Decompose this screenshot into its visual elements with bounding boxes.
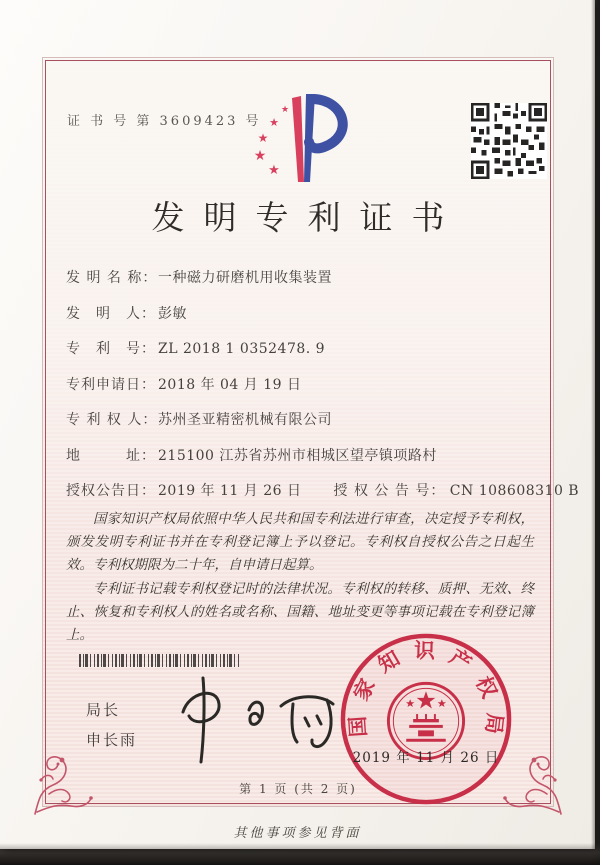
- field-label: 发 明 名 称：: [66, 270, 158, 286]
- certificate-fields: [66, 268, 580, 517]
- certificate-number: 证 书 号 第 3609423 号: [67, 114, 262, 129]
- star-icon: ★: [268, 163, 280, 178]
- cnipa-patent-logo: [248, 86, 366, 194]
- grant-number-label: 授 权 公 告 号：: [333, 483, 446, 499]
- field-value: ZL 2018 1 0352478. 9: [158, 341, 326, 357]
- certificate-title: 发明专利证书: [151, 198, 464, 237]
- seal-text: 国家知识产权局: [344, 638, 508, 742]
- director-signature: [165, 670, 345, 770]
- field-value: 彭敏: [158, 305, 187, 322]
- star-icon: ★: [257, 131, 269, 145]
- field-label: 地 址：: [66, 447, 156, 464]
- officer-block: [86, 699, 137, 759]
- field-row-patent-number: [66, 339, 532, 359]
- field-row-address: [66, 446, 532, 466]
- page-indicator: 第 1 页 (共 2 页): [239, 782, 357, 796]
- field-row-filing-date: [66, 375, 532, 395]
- photo-edge-right: [591, 0, 600, 865]
- barcode: [79, 654, 239, 667]
- legal-text: [66, 508, 534, 647]
- logo-stars: [254, 105, 289, 178]
- field-row-invention-name: [66, 268, 532, 288]
- back-note: 其他事项参见背面: [233, 826, 362, 841]
- grant-number-value: CN 108608310 B: [449, 483, 580, 499]
- photo-edge-bottom: [0, 843, 600, 865]
- field-label: 专利申请日：: [66, 376, 156, 393]
- field-row-patentee: [66, 410, 532, 430]
- field-label: 专 利 号：: [66, 341, 156, 357]
- legal-paragraph-1: 国家知识产权局依照中华人民共和国专利法进行审查，决定授予专利权，颁发发明专利证书并在专利登记簿上予以登记。专利权自授权公告之日起生效。专利权期限为二十年，自申请日起算。: [66, 511, 534, 574]
- field-value: 215100 江苏省苏州市相城区望亭镇项路村: [158, 447, 437, 464]
- grant-date-value: 2019 年 11 月 26 日: [158, 483, 302, 499]
- star-icon: ★: [253, 148, 267, 164]
- field-row-grant: [66, 481, 580, 501]
- qr-code: [471, 103, 547, 179]
- grant-number-pair: [334, 481, 580, 501]
- field-label: 发 明 人：: [66, 305, 156, 322]
- officer-name: 申长雨: [86, 731, 138, 749]
- field-label: 专 利 权 人：: [66, 412, 158, 428]
- certificate-frame: [42, 57, 580, 807]
- star-icon: ★: [280, 105, 290, 115]
- logo-red-wedge-icon: [292, 96, 304, 182]
- officer-title: 局长: [86, 701, 121, 719]
- field-value: 一种磁力研磨机用收集装置: [158, 270, 332, 286]
- grant-date-label: 授权公告日：: [66, 483, 156, 499]
- legal-paragraph-2: 专利证书记载专利权登记时的法律状况。专利权的转移、质押、无效、终止、恢复和专利权人的姓名或名称、国籍、地址变更等事项记载在专利登记簿上。: [66, 580, 534, 644]
- star-icon: ★: [269, 116, 279, 129]
- field-value: 2018 年 04 月 19 日: [158, 376, 302, 393]
- field-row-inventor: [66, 304, 532, 324]
- seal-date: 2019 年 11 月 26 日: [352, 750, 500, 766]
- field-value: 苏州圣亚精密机械有限公司: [158, 412, 332, 428]
